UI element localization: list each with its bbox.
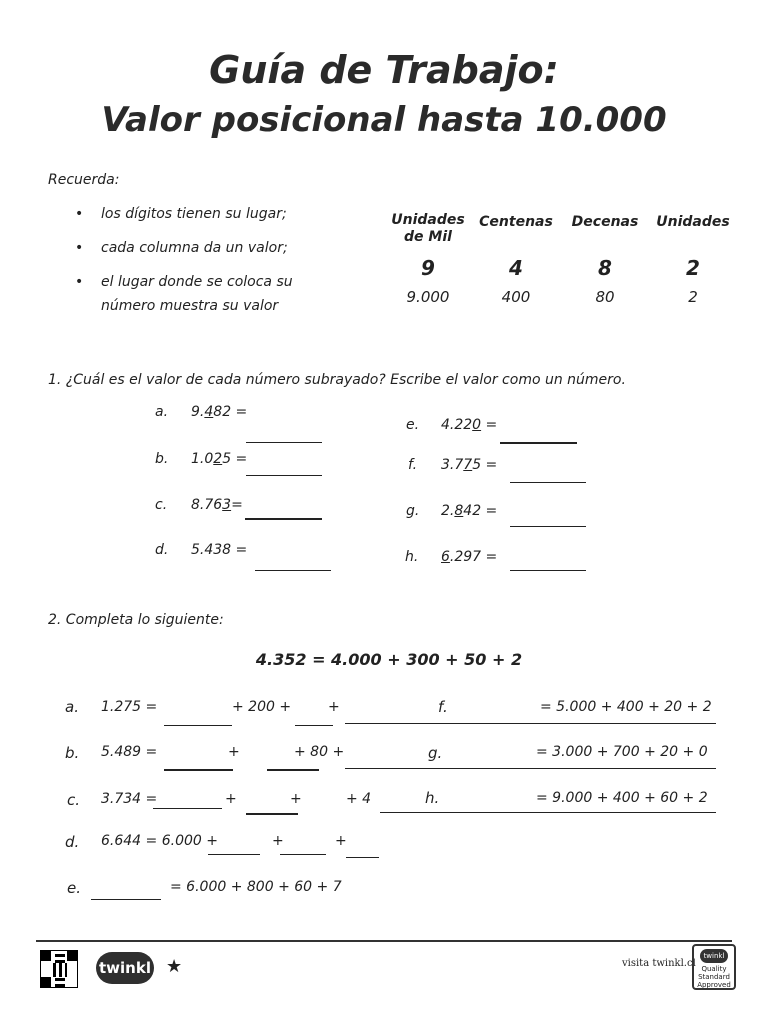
q2-item-g-label: g. — [428, 744, 443, 762]
q1-item-c-label: c. — [155, 497, 168, 513]
q2-item-a-number: 1.275 = — [101, 699, 158, 715]
pv-digit: 4 — [509, 256, 523, 280]
q1-item-f-expr: 3.775 = — [441, 457, 498, 473]
q2-item-h-label: h. — [425, 789, 440, 807]
q2-item-e-label: e. — [67, 879, 81, 897]
recuerda-bullet-1: • los dígitos tienen su lugar; — [101, 206, 287, 222]
q2-item-c-plus-4: + 4 — [346, 791, 372, 807]
footer-site-link[interactable]: visita twinkl.cl — [622, 958, 696, 969]
q2-item-c-label: c. — [67, 791, 81, 809]
q1-answer-d-blank[interactable] — [255, 570, 331, 571]
q1-answer-g-blank[interactable] — [510, 526, 586, 527]
q2-item-d-label: d. — [65, 833, 80, 851]
q2-item-d-expr: 6.644 = 6.000 + — [101, 833, 218, 849]
pv-digit: 9 — [421, 256, 435, 280]
q2-item-f-eq: = 5.000 + 400 + 20 + 2 — [540, 699, 712, 715]
q2-d-blank-3[interactable] — [346, 857, 379, 858]
q2-item-d-plus-2: + — [335, 833, 347, 849]
pv-value: 2 — [688, 288, 698, 306]
q2-c-blank-1[interactable] — [153, 808, 222, 809]
q2-d-blank-2[interactable] — [280, 854, 326, 855]
qr-code-icon — [40, 950, 78, 988]
q2-item-e-expr: = 6.000 + 800 + 60 + 7 — [170, 879, 342, 895]
q1-answer-c-blank[interactable] — [245, 518, 322, 520]
pv-digit: 8 — [598, 256, 612, 280]
q2-c-blank-2[interactable] — [246, 813, 298, 815]
q2-item-g-eq: = 3.000 + 700 + 20 + 0 — [536, 744, 708, 760]
q1-answer-f-blank[interactable] — [510, 482, 586, 483]
quality-badge — [692, 944, 736, 990]
footer-divider — [36, 940, 732, 942]
pv-header-unidades-de-mil: Unidades de Mil — [391, 212, 465, 245]
pv-header-centenas: Centenas — [479, 214, 553, 230]
q2-d-blank-1[interactable] — [208, 854, 260, 855]
q1-item-g-expr: 2.842 = — [441, 503, 498, 519]
q2-item-h-eq: = 9.000 + 400 + 60 + 2 — [536, 790, 708, 806]
q2-item-f-label: f. — [438, 698, 448, 716]
pv-value: 80 — [595, 288, 615, 306]
q2-a-blank-1[interactable] — [164, 725, 232, 726]
pv-header-unidades: Unidades — [656, 214, 730, 230]
recuerda-bullet-3-cont: número muestra su valor — [101, 298, 279, 314]
q2-c-blank-3[interactable] — [380, 812, 716, 813]
q2-b-blank-1[interactable] — [164, 769, 233, 771]
q2-item-b-plus-80: + 80 + — [294, 744, 345, 760]
q2-item-c-number: 3.734 = — [101, 791, 158, 807]
q2-item-a-plus-200: + 200 + — [232, 699, 292, 715]
pv-value: 400 — [501, 288, 531, 306]
badge-text: Quality Standard Approved — [697, 965, 731, 989]
recuerda-label: Recuerda: — [48, 172, 120, 188]
q2-a-blank-3[interactable] — [345, 723, 716, 724]
q2-e-blank[interactable] — [91, 899, 161, 900]
twinkl-logo: twinkl — [96, 952, 154, 984]
q1-prompt: 1. ¿Cuál es el valor de cada número subrayado? Escribe el valor como un número. — [48, 372, 626, 388]
q2-item-c-plus-2: + — [290, 791, 302, 807]
q2-item-a-plus: + — [328, 699, 340, 715]
q1-item-d-label: d. — [155, 542, 169, 558]
q2-item-d-plus-1: + — [272, 833, 284, 849]
q2-b-blank-3[interactable] — [345, 768, 716, 769]
pv-value: 9.000 — [406, 288, 450, 306]
q2-item-b-plus: + — [228, 744, 240, 760]
q1-item-c-expr: 8.763= — [191, 497, 243, 513]
q1-item-e-label: e. — [406, 417, 420, 433]
q2-item-b-number: 5.489 = — [101, 744, 158, 760]
pv-digit: 2 — [686, 256, 700, 280]
q1-item-a-label: a. — [155, 404, 169, 420]
q1-item-a-expr: 9.482 = — [191, 404, 248, 420]
q1-item-h-expr: 6.297 = — [441, 549, 498, 565]
q1-item-g-label: g. — [406, 503, 420, 519]
q1-item-f-label: f. — [408, 457, 418, 473]
page-subtitle: Valor posicional hasta 10.000 — [101, 100, 667, 140]
q1-answer-h-blank[interactable] — [510, 570, 586, 571]
q1-item-b-label: b. — [155, 451, 169, 467]
pv-header-decenas: Decenas — [571, 214, 639, 230]
q1-answer-b-blank[interactable] — [246, 475, 322, 476]
q1-item-h-label: h. — [405, 549, 419, 565]
recuerda-bullet-2: • cada columna da un valor; — [101, 240, 288, 256]
q2-item-b-label: b. — [65, 744, 80, 762]
q2-item-c-plus-1: + — [225, 791, 237, 807]
q2-b-blank-2[interactable] — [267, 769, 319, 771]
q2-prompt: 2. Completa lo siguiente: — [48, 612, 224, 628]
q2-example: 4.352 = 4.000 + 300 + 50 + 2 — [255, 650, 523, 669]
star-icon: ★ — [166, 956, 183, 977]
page-title: Guía de Trabajo: — [209, 48, 559, 92]
q2-item-a-label: a. — [65, 698, 79, 716]
q1-answer-e-blank[interactable] — [500, 442, 577, 444]
badge-logo: twinkl — [700, 949, 728, 963]
recuerda-bullet-3: • el lugar donde se coloca su — [101, 274, 293, 290]
q1-answer-a-blank[interactable] — [246, 442, 322, 443]
q1-item-b-expr: 1.025 = — [191, 451, 248, 467]
q1-item-e-expr: 4.220 = — [441, 417, 498, 433]
q1-item-d-expr: 5.438 = — [191, 542, 248, 558]
q2-a-blank-2[interactable] — [295, 725, 333, 726]
